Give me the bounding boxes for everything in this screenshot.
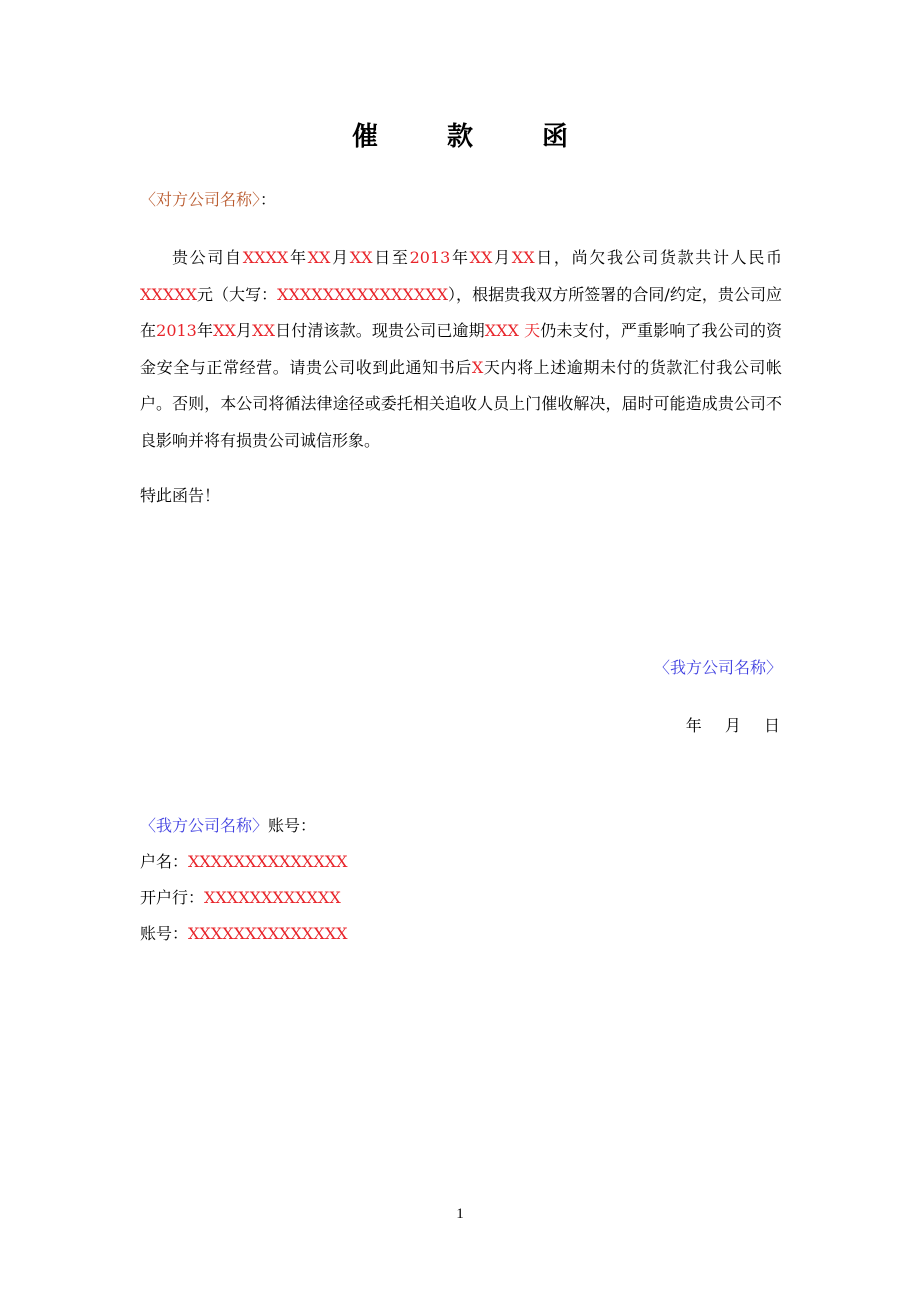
- date-year: 年: [685, 716, 702, 735]
- text-segment: 日至: [372, 248, 410, 267]
- placeholder-segment: XX: [307, 248, 331, 267]
- account-bank-row: [140, 880, 347, 916]
- placeholder-segment: XXX 天: [484, 321, 541, 341]
- text-segment: 元（大写：: [196, 284, 278, 304]
- text-segment: ），根据贵我双方所签署的合同/约定，贵公司应在: [140, 284, 782, 341]
- account-number-value: XXXXXXXXXXXXXX: [188, 924, 348, 943]
- account-info-block: [140, 808, 347, 952]
- letter-title: 催 款 函: [351, 122, 599, 152]
- text-segment: 年: [196, 321, 214, 341]
- text-segment: 日付清该款。现贵公司已逾期: [274, 321, 485, 341]
- placeholder-segment: XX: [349, 248, 373, 267]
- addressee-colon: ：: [260, 190, 277, 209]
- text-segment: 年: [450, 248, 470, 267]
- placeholder-segment: XX: [469, 248, 493, 267]
- account-holder-row: [140, 844, 347, 880]
- text-segment: 天内将上述逾期未付的货款汇付我公司帐户。否则，本公司将循法律途径或委托相关追收人员上门催收解决，届时可能造成贵公司不良影响并将有损贵公司诚信形象。: [140, 357, 782, 450]
- text-segment: 年: [288, 248, 308, 267]
- addressee-company-name: 〈对方公司名称〉: [140, 190, 261, 209]
- account-header: [140, 808, 347, 844]
- text-segment: 月: [492, 248, 512, 267]
- signer-company-name: 〈我方公司名称〉: [653, 658, 782, 677]
- placeholder-segment: XXXX: [242, 248, 289, 267]
- account-holder-label: 户名：: [140, 852, 189, 871]
- account-number-row: [140, 916, 347, 952]
- account-bank-value: XXXXXXXXXXXX: [204, 888, 341, 907]
- text-segment: 贵公司自: [172, 248, 243, 267]
- account-bank-label: 开户行：: [140, 888, 205, 907]
- letter-body-paragraph: [140, 240, 782, 460]
- text-segment: 月: [330, 248, 350, 267]
- account-header-suffix: 账号：: [268, 816, 317, 835]
- addressee-line: [140, 188, 276, 212]
- placeholder-segment: XX: [213, 321, 236, 341]
- account-holder-value: XXXXXXXXXXXXXX: [188, 852, 348, 871]
- text-segment: 月: [235, 321, 253, 341]
- date-day: 日: [763, 716, 780, 735]
- closing-line: 特此函告！: [140, 486, 221, 505]
- page-number: 1: [456, 1206, 464, 1222]
- placeholder-segment: X: [471, 357, 484, 377]
- account-number-label: 账号：: [140, 924, 189, 943]
- placeholder-segment: XX: [252, 321, 275, 341]
- placeholder-segment: XX: [511, 248, 535, 267]
- placeholder-segment: XXXXXXXXXXXXXXX: [277, 284, 448, 304]
- account-header-company: 〈我方公司名称〉: [140, 816, 269, 835]
- placeholder-segment: XXXXX: [140, 284, 197, 304]
- date-line: [686, 714, 780, 738]
- text-segment: 日，尚欠我公司货款共计人民币: [534, 248, 782, 267]
- placeholder-segment: 2013: [409, 248, 451, 267]
- placeholder-segment: 2013: [156, 321, 197, 341]
- text-segment: 仍未支付，严重影响了我公司的资金安全与正常经营。请贵公司收到此通知书后: [140, 321, 782, 377]
- date-month: 月: [724, 716, 741, 735]
